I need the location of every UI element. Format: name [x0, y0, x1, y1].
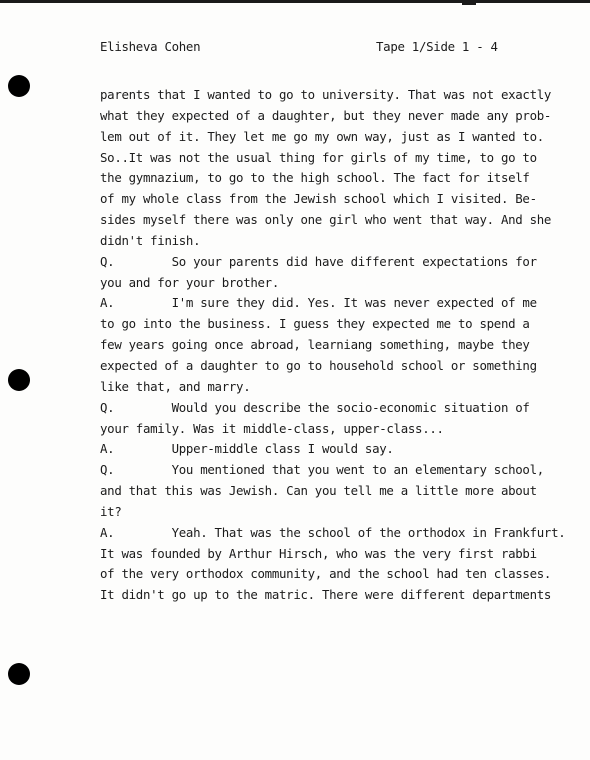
transcript-line: of the very orthodox community, and the school had ten classes.	[100, 566, 552, 582]
transcript-line: Q. You mentioned that you went to an elementary school,	[100, 462, 544, 478]
page-header	[100, 39, 500, 57]
transcript-line: you and for your brother.	[100, 274, 279, 290]
page-top-edge-mark	[462, 3, 476, 5]
transcript-line: didn't finish.	[100, 232, 201, 248]
tape-side-page: Tape 1/Side 1 - 4	[376, 39, 498, 54]
transcript-line: of my whole class from the Jewish school which I visited. Be-	[100, 191, 537, 207]
transcript-line: It didn't go up to the matric. There were different departments	[100, 587, 552, 603]
transcript-line: parents that I wanted to go to university. That was not exactly	[100, 87, 552, 102]
transcript-line: like that, and marry.	[100, 378, 251, 394]
transcript-line: to go into the business. I guess they expected me to spend a	[100, 316, 530, 332]
transcript-line: Q. So your parents did have different expectations for	[100, 253, 537, 269]
transcript-line: the gymnazium, to go to the high school. The fact for itself	[100, 170, 530, 186]
transcript-line: So..It was not the usual thing for girls of my time, to go to	[100, 149, 537, 165]
transcript-line: It was founded by Arthur Hirsch, who was the very first rabbi	[100, 545, 537, 561]
transcript-line: A. Yeah. That was the school of the orthodox in Frankfurt.	[100, 524, 566, 540]
transcript-line: your family. Was it middle-class, upper-class...	[100, 420, 444, 436]
transcript-line: expected of a daughter to go to household school or something	[100, 357, 537, 373]
transcript-body	[100, 86, 570, 607]
page-top-edge	[0, 0, 590, 3]
transcript-line: it?	[100, 503, 122, 519]
transcript-line: lem out of it. They let me go my own way, just as I wanted to.	[100, 128, 544, 144]
punch-hole-top	[8, 75, 30, 97]
transcript-line: sides myself there was only one girl who went that way. And she	[100, 212, 552, 228]
transcript-line: and that this was Jewish. Can you tell me a little more about	[100, 483, 537, 499]
transcript-line: A. I'm sure they did. Yes. It was never expected of me	[100, 295, 537, 311]
punch-hole-bottom	[8, 663, 30, 685]
punch-hole-middle	[8, 369, 30, 391]
transcript-line: what they expected of a daughter, but they never made any prob-	[100, 107, 552, 123]
transcript-line: Q. Would you describe the socio-economic situation of	[100, 399, 530, 415]
transcript-line: few years going once abroad, learniang something, maybe they	[100, 337, 530, 353]
interviewee-name: Elisheva Cohen	[100, 39, 201, 54]
transcript-line: A. Upper-middle class I would say.	[100, 441, 394, 457]
